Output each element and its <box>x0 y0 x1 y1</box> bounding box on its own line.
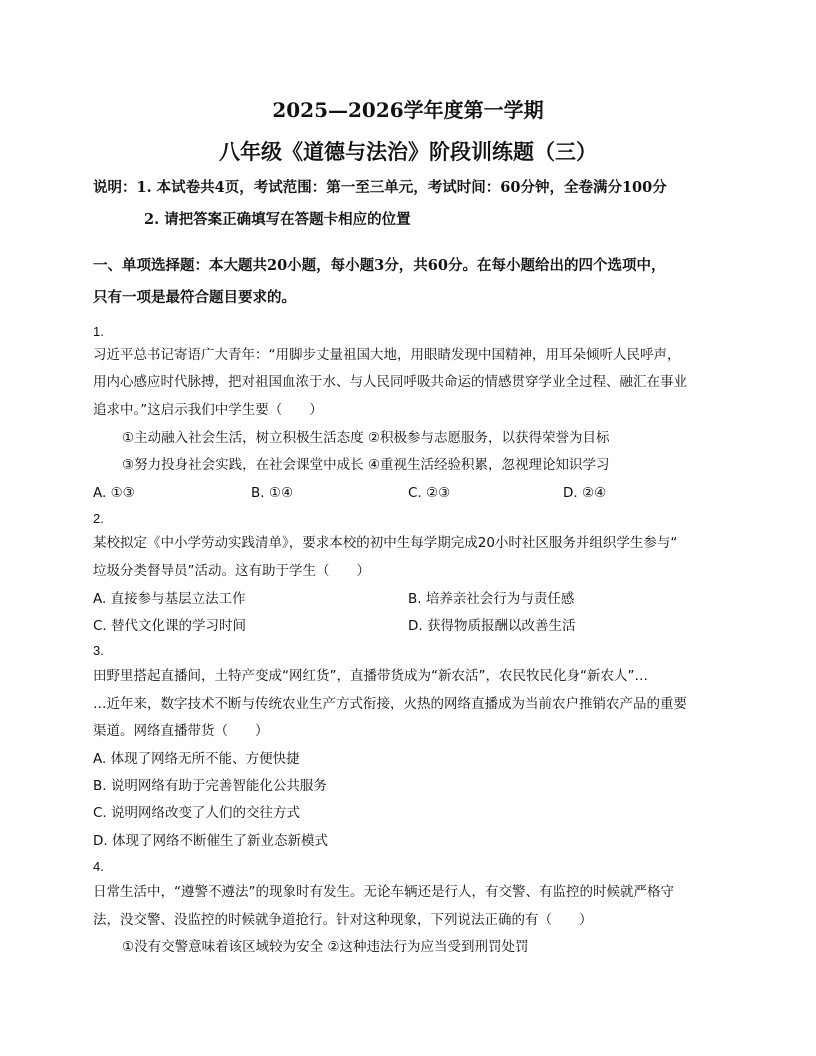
question-1-option-c: C. ②③ <box>408 485 451 501</box>
question-2-option-a: A. 直接参与基层立法工作 <box>93 591 246 607</box>
question-3-stem-line: 田野里搭起直播间，土特产变成“网红货”，直播带货成为“新农活”，农民牧民化身“新农人”… <box>93 668 648 684</box>
question-1-option-a: A. ①③ <box>93 485 135 501</box>
question-1-stem-line: 习近平总书记寄语广大青年：“用脚步丈量祖国大地，用眼睛发现中国精神，用耳朵倾听人民呼声， <box>93 347 681 363</box>
question-3-option-b: B. 说明网络有助于完善智能化公共服务 <box>93 778 327 794</box>
question-1-number: 1. <box>93 324 104 339</box>
section-heading-line-2: 只有一项是最符合题目要求的。 <box>93 289 296 306</box>
section-heading-line-1: 一、单项选择题：本大题共20小题，每小题3分，共60分。在每小题给出的四个选项中， <box>93 257 666 274</box>
question-1-statement: ③努力投身社会实践，在社会课堂中成长 ④重视生活经验积累，忽视理论知识学习 <box>122 457 610 473</box>
question-4-stem-line: 日常生活中，“遵警不遵法”的现象时有发生。无论车辆还是行人，有交警、有监控的时候就严格守 <box>93 884 674 900</box>
question-3-option-c: C. 说明网络改变了人们的交往方式 <box>93 805 301 821</box>
question-3-number: 3. <box>93 643 104 658</box>
question-4-number: 4. <box>93 859 104 874</box>
question-1-option-b: B. ①④ <box>251 485 294 501</box>
question-3-option-d: D. 体现了网络不断催生了新业态新模式 <box>93 833 328 849</box>
question-3-stem-line: 渠道。网络直播带货（ ） <box>93 723 269 739</box>
question-2-option-d: D. 获得物质报酬以改善生活 <box>408 618 576 634</box>
question-3-option-a: A. 体现了网络无所不能、方便快捷 <box>93 751 300 767</box>
question-2-number: 2. <box>93 511 104 526</box>
question-2-option-c: C. 替代文化课的学习时间 <box>93 618 247 634</box>
exam-instructions-2: 2. 请把答案正确填写在答题卡相应的位置 <box>144 211 411 228</box>
question-1-stem-line: 用内心感应时代脉搏，把对祖国血浓于水、与人民同呼吸共命运的情感贯穿学业全过程、融汇在事业 <box>93 374 687 390</box>
question-1-stem-line: 追求中。”这启示我们中学生要（ ） <box>93 402 323 418</box>
question-2-stem-line: 某校拟定《中小学劳动实践清单》，要求本校的初中生每学期完成20小时社区服务并组织学生参与“ <box>93 535 678 551</box>
question-1-statement: ①主动融入社会生活，树立积极生活态度 ②积极参与志愿服务，以获得荣誉为目标 <box>122 430 610 446</box>
exam-subject-title: 八年级《道德与法治》阶段训练题（三） <box>219 139 597 164</box>
question-4-statement: ①没有交警意味着该区域较为安全 ②这种违法行为应当受到刑罚处罚 <box>122 939 529 955</box>
question-4-stem-line: 法，没交警、没监控的时候就争道抢行。针对这种现象，下列说法正确的有（ ） <box>93 912 593 928</box>
question-1-option-d: D. ②④ <box>563 485 607 501</box>
question-2-stem-line: 垃圾分类督导员”活动。这有助于学生（ ） <box>93 563 370 579</box>
exam-instructions-1: 说明：1. 本试卷共4页，考试范围：第一至三单元，考试时间：60分钟，全卷满分100分 <box>93 179 667 196</box>
question-3-stem-line: …近年来，数字技术不断与传统农业生产方式衔接，火热的网络直播成为当前农户推销农产品的重要 <box>93 696 687 712</box>
question-2-option-b: B. 培养亲社会行为与责任感 <box>408 591 575 607</box>
exam-year-title: 2025—2026学年度第一学期 <box>272 98 544 122</box>
